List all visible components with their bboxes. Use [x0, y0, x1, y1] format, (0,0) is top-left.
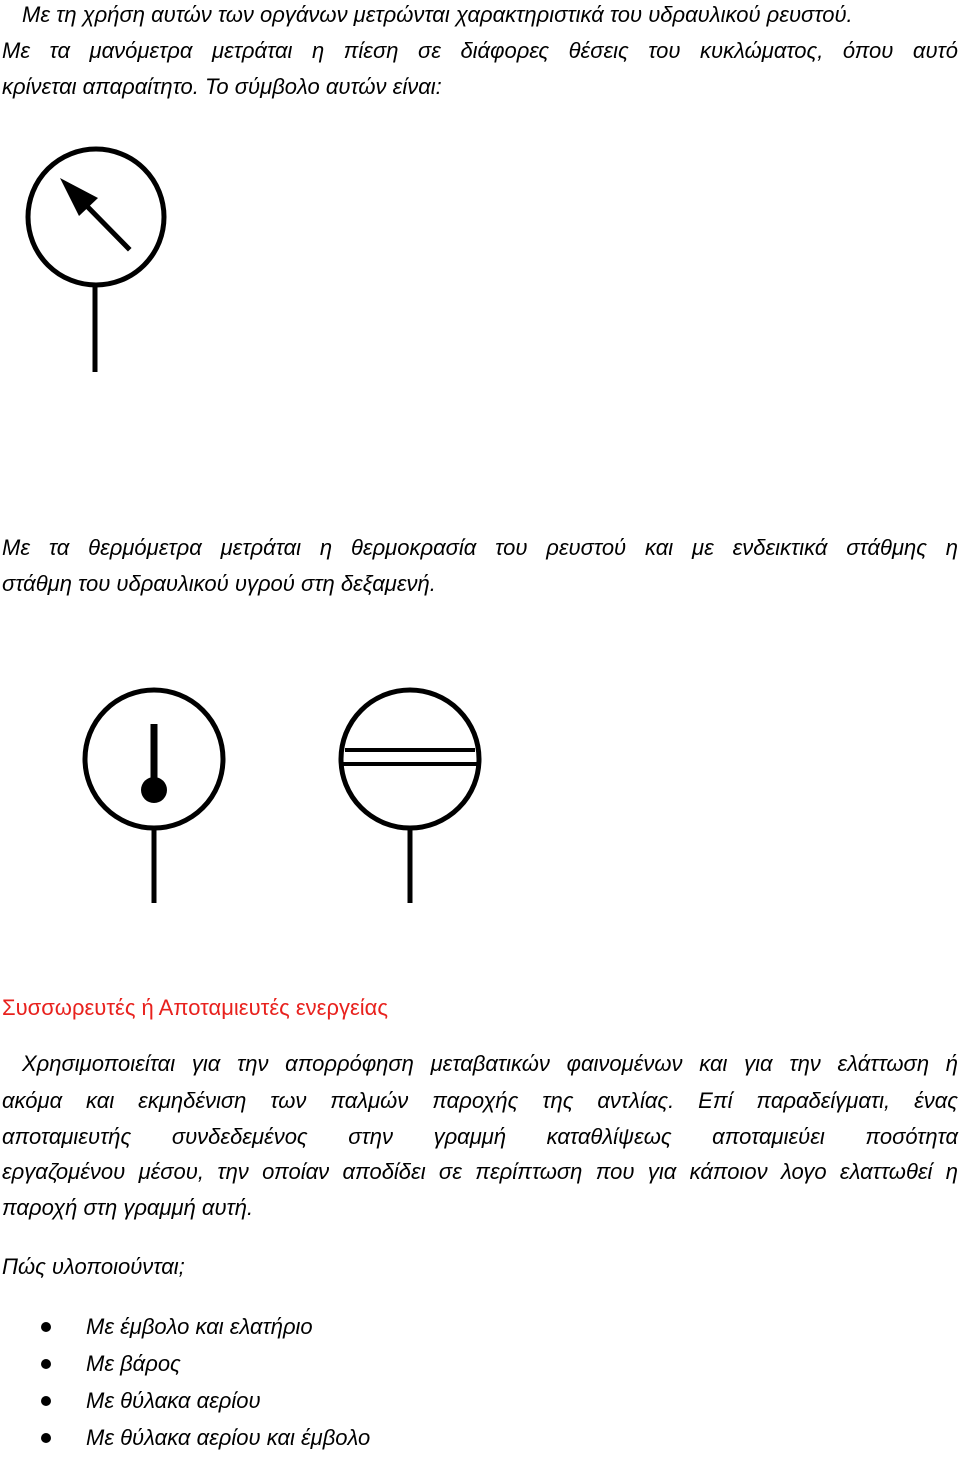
question: Πώς υλοποιούνται; [2, 1254, 185, 1279]
list-item-text: Με βάρος [86, 1351, 181, 1376]
intro-line-1: Με τη χρήση αυτών των οργάνων μετρώνται χαρακτηριστικά του υδραυλικού ρευστού. [22, 2, 853, 27]
list-item-text: Με θύλακα αερίου και έμβολο [86, 1425, 371, 1450]
intro-line-3: κρίνεται απαραίτητο. Το σύμβολο αυτών είναι: [2, 74, 442, 99]
para-line-1: Χρησιμοποιείται για την απορρόφηση μεταβατικών φαινομένων και για την ελάττωση ή [22, 1051, 958, 1076]
thermometer-symbol [78, 682, 230, 906]
level-circle [341, 690, 479, 828]
pressure-gauge-symbol [20, 140, 176, 376]
thermo-line-1: Με τα θερμόμετρα μετράται η θερμοκρασία του ρευστού και με ενδεικτικά στάθμης η [2, 535, 958, 560]
bullet-icon [41, 1433, 51, 1443]
para-line-3: αποταμιευτής συνδεδεμένος στην γραμμή καταθλίψεως αποταμιεύει ποσότητα [2, 1124, 958, 1149]
list-item-text: Με θύλακα αερίου [86, 1388, 261, 1413]
level-indicator-symbol [334, 682, 486, 906]
bullet-icon [41, 1396, 51, 1406]
section-heading: Συσσωρευτές ή Αποταμιευτές ενεργείας [2, 995, 388, 1020]
bullet-icon [41, 1359, 51, 1369]
list-item-text: Με έμβολο και ελατήριο [86, 1314, 313, 1339]
intro-line-2: Με τα μανόμετρα μετράται η πίεση σε διάφορες θέσεις του κυκλώματος, όπου αυτό [2, 38, 958, 63]
para-line-2: ακόμα και εκμηδένιση των παλμών παροχής της αντλίας. Επί παραδείγματι, ένας [2, 1088, 958, 1113]
thermo-line-2: στάθμη του υδραυλικού υγρού στη δεξαμενή. [2, 571, 436, 596]
para-line-5: παροχή στη γραμμή αυτή. [2, 1195, 254, 1220]
thermometer-bulb [141, 777, 167, 803]
bullet-icon [41, 1322, 51, 1332]
para-line-4: εργαζομένου μέσου, την οποίαν αποδίδει σε περίπτωση που για κάποιον λογο ελαττωθεί η [2, 1159, 958, 1184]
